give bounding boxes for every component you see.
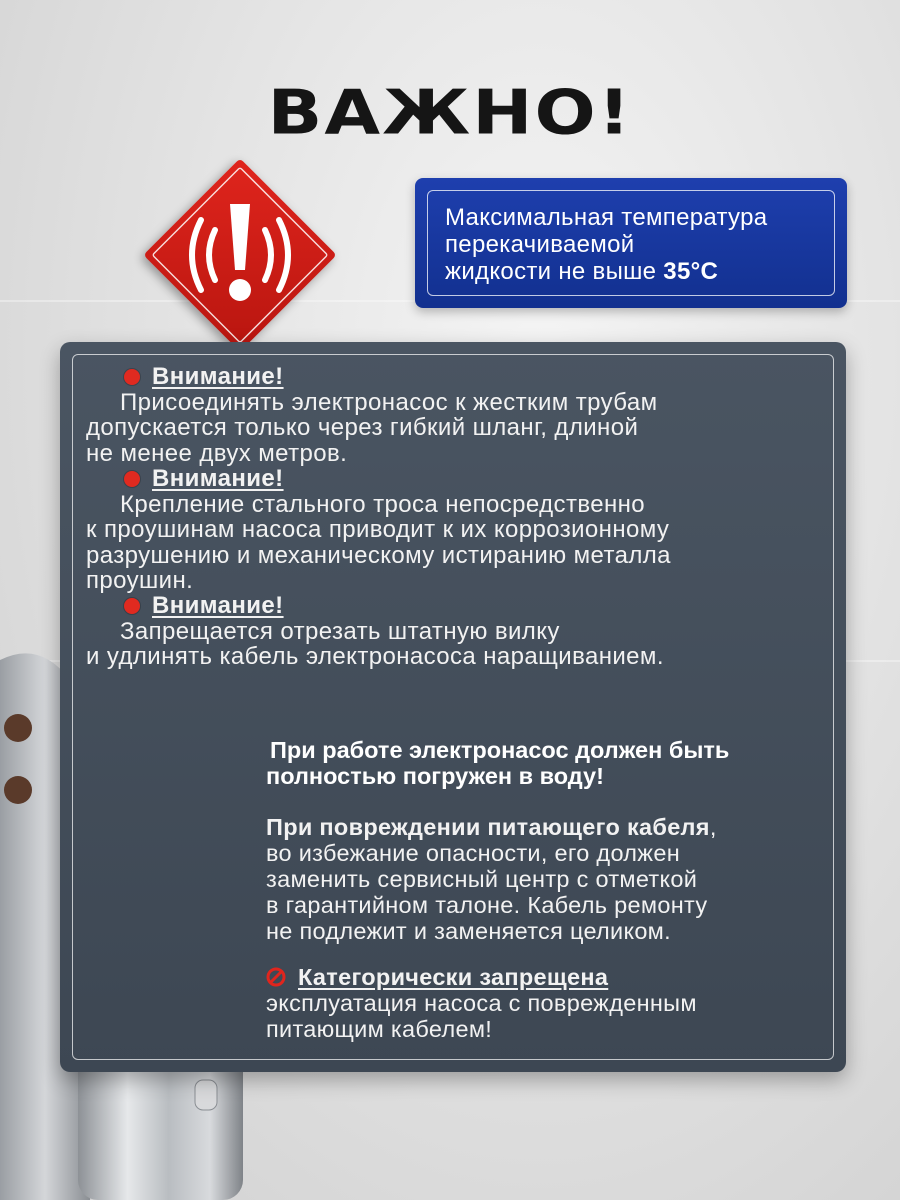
warning-text: Запрещается отрезать штатную вилку — [120, 617, 560, 645]
cable-text: заменить сервисный центр с отметкой — [266, 866, 698, 892]
warning-block — [86, 466, 806, 594]
cable-heading: При повреждении питающего кабеля — [266, 814, 710, 840]
warning-sign — [145, 160, 335, 350]
ban-text: эксплуатация насоса с поврежденным — [266, 990, 697, 1016]
warning-text: Крепление стального троса непосредственно — [120, 490, 646, 518]
cable-notice — [266, 814, 836, 944]
warning-text: к проушинам насоса приводит к их коррозионному — [86, 516, 670, 543]
warning-block — [86, 593, 806, 670]
cable-text: не подлежит и заменяется целиком. — [266, 918, 671, 944]
ban-text: питающим кабелем! — [266, 1016, 493, 1042]
temperature-notice — [415, 178, 847, 308]
red-dot-icon — [124, 471, 140, 487]
warning-text: Присоединять электронасос к жестким трубам — [120, 388, 658, 416]
warning-heading: Внимание! — [152, 592, 284, 619]
exclamation-signal-icon — [145, 160, 335, 350]
warning-block — [86, 364, 806, 466]
warning-heading: Внимание! — [152, 465, 284, 492]
temperature-line-1: Максимальная температура — [445, 204, 768, 231]
temperature-line-3: жидкости не выше — [445, 258, 664, 285]
warning-text: и удлинять кабель электронасоса наращиванием. — [86, 643, 664, 670]
warning-heading: Внимание! — [152, 363, 284, 390]
submerge-line-1: При работе электронасос должен быть — [270, 737, 730, 763]
prohibited-icon — [266, 967, 286, 987]
temperature-value: 35°С — [663, 258, 719, 285]
warning-text: разрушению и механическому истиранию металла — [86, 541, 671, 569]
ban-notice — [266, 964, 836, 1042]
warning-text: допускается только через гибкий шланг, длиной — [86, 414, 639, 441]
red-dot-icon — [124, 598, 140, 614]
red-dot-icon — [124, 369, 140, 385]
cable-text: в гарантийном талоне. Кабель ремонту — [266, 892, 708, 918]
page-title: ВАЖНО! — [267, 76, 633, 148]
submerge-line-2: полностью погружен в воду! — [266, 763, 604, 789]
cable-comma: , — [709, 814, 717, 840]
warning-text: проушин. — [86, 567, 194, 594]
warning-text: не менее двух метров. — [86, 439, 348, 467]
temperature-line-2: перекачиваемой — [445, 231, 635, 258]
cable-text: во избежание опасности, его должен — [266, 840, 680, 866]
ban-heading: Категорически запрещена — [298, 964, 609, 990]
